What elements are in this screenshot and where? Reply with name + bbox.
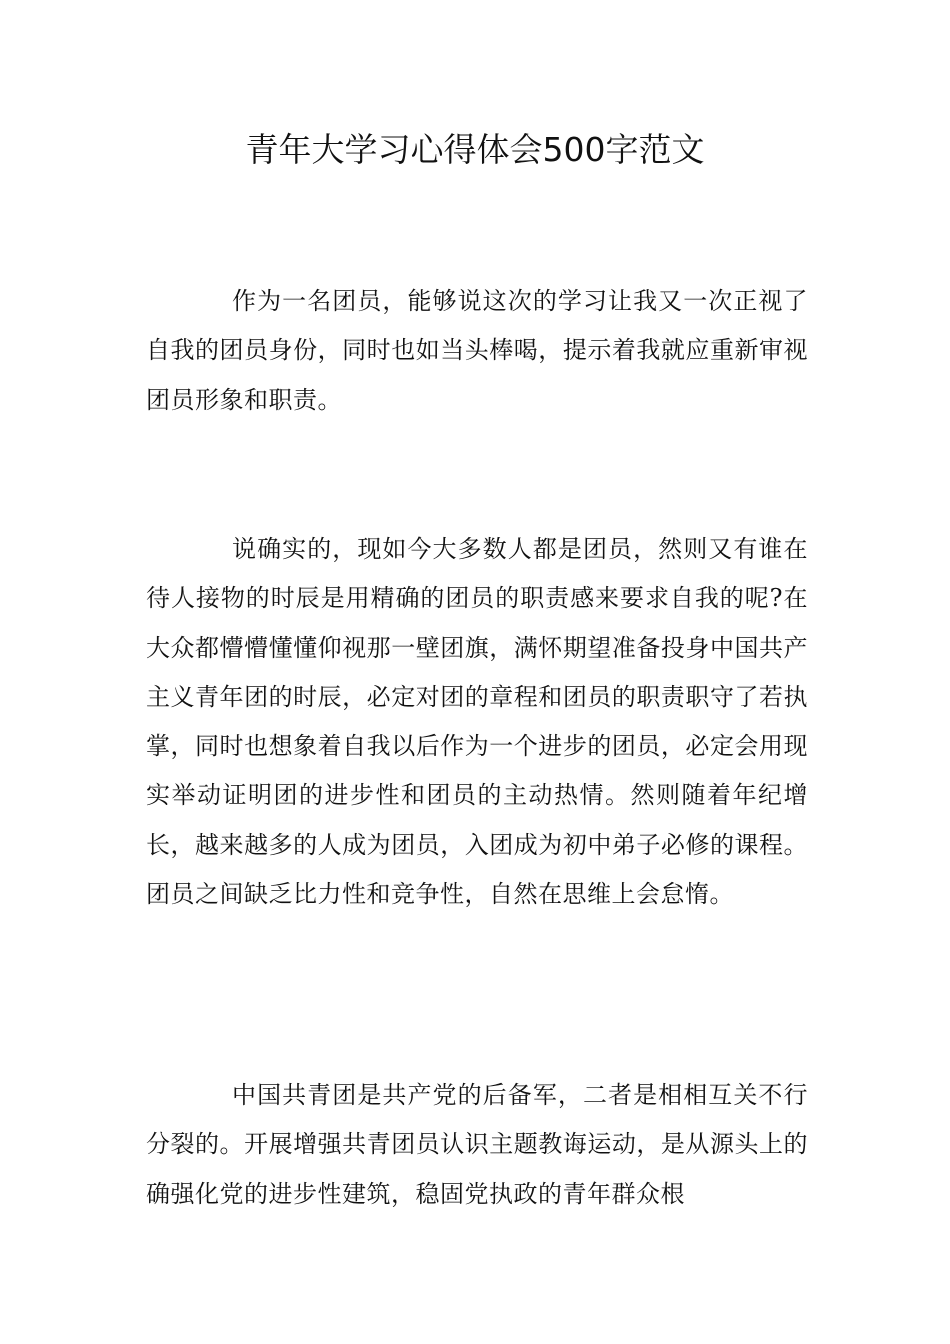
paragraph-2: 说确实的，现如今大多数人都是团员，然则又有谁在待人接物的时辰是用精确的团员的职责感来要求自我的呢?在大众都懵懵懂懂仰视那一壁团旗，满怀期望准备投身中国共产主义青年团的时辰，必定对团的章程和团员的职责职守了若执掌，同时也想象着自我以后作为一个进步的团员，必定会用现实举动证明团的进步性和团员的主动热情。然则随着年纪增长，越来越多的人成为团员，入团成为初中弟子必修的课程。团员之间缺乏比力性和竞争性，自然在思维上会怠惰。 bbox=[146, 535, 808, 909]
document-title: 青年大学习心得体会500字范文 bbox=[245, 130, 705, 169]
paragraph-3: 中国共青团是共产党的后备军，二者是相相互关不行分裂的。开展增强共青团员认识主题教诲运动，是从源头上的确强化党的进步性建筑，稳固党执政的青年群众根 bbox=[146, 1081, 808, 1208]
paragraph-1: 作为一名团员，能够说这次的学习让我又一次正视了自我的团员身份，同时也如当头棒喝，提示着我就应重新审视团员形象和职责。 bbox=[146, 287, 808, 414]
